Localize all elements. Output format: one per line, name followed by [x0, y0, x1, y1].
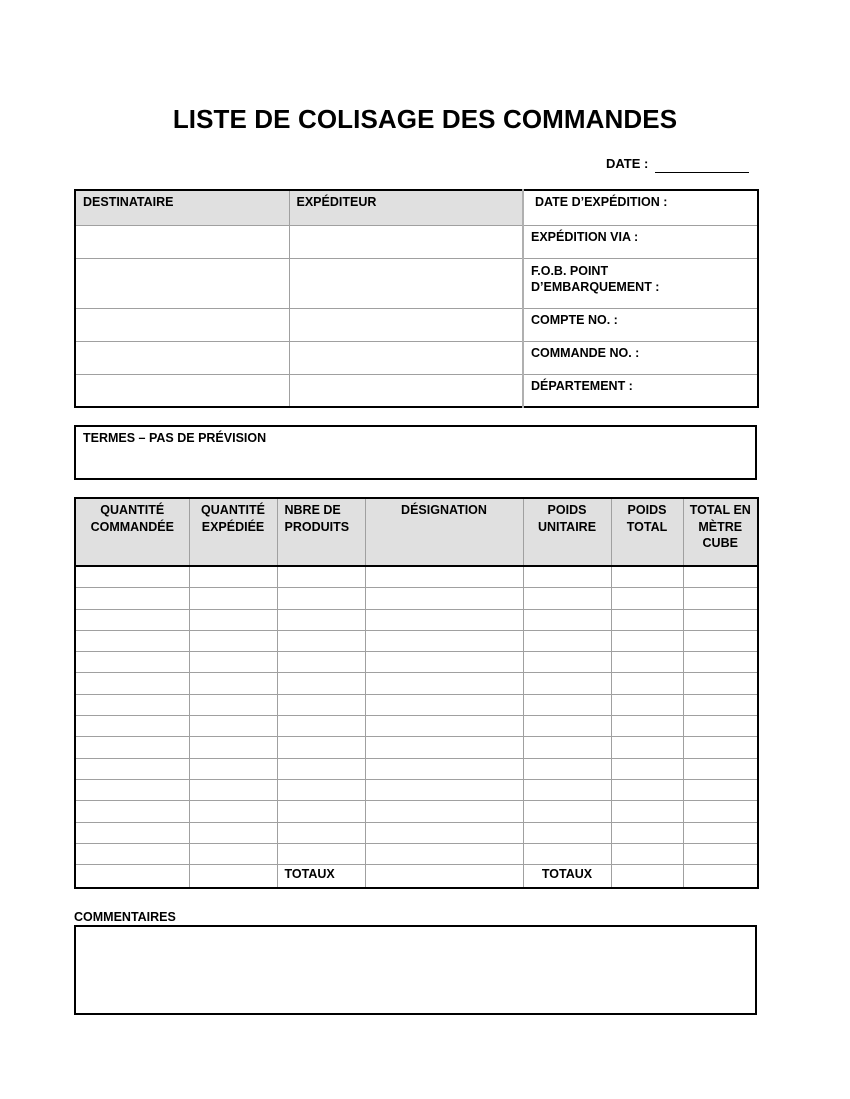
item-cell[interactable]	[189, 737, 277, 758]
item-cell[interactable]	[277, 630, 365, 651]
expediteur-line[interactable]	[289, 374, 523, 407]
item-cell[interactable]	[611, 716, 683, 737]
date-expedition-field[interactable]: DATE D’EXPÉDITION :	[523, 190, 758, 225]
table-row	[75, 843, 758, 864]
item-cell[interactable]	[523, 566, 611, 588]
item-cell[interactable]	[75, 822, 189, 843]
col-header-quantite-expediee: QUANTITÉ EXPÉDIÉE	[189, 498, 277, 566]
table-row	[75, 779, 758, 800]
item-cell[interactable]	[523, 588, 611, 609]
item-cell[interactable]	[611, 694, 683, 715]
item-cell[interactable]	[365, 652, 523, 673]
item-cell[interactable]	[523, 779, 611, 800]
item-cell[interactable]	[189, 673, 277, 694]
col-header-poids-unitaire: POIDS UNITAIRE	[523, 498, 611, 566]
fob-point-field[interactable]: F.O.B. POINT D’EMBARQUEMENT :	[523, 258, 758, 308]
item-cell[interactable]	[683, 758, 758, 779]
item-cell[interactable]	[365, 588, 523, 609]
destinataire-line[interactable]	[75, 308, 289, 341]
item-cell[interactable]	[523, 737, 611, 758]
item-cell[interactable]	[683, 843, 758, 864]
item-cell[interactable]	[75, 566, 189, 588]
item-cell[interactable]	[523, 822, 611, 843]
item-cell[interactable]	[683, 801, 758, 822]
item-cell[interactable]	[523, 630, 611, 651]
totals-label: TOTAUX	[277, 865, 365, 889]
item-cell[interactable]	[365, 779, 523, 800]
departement-field[interactable]: DÉPARTEMENT :	[523, 374, 758, 407]
item-cell[interactable]	[365, 609, 523, 630]
expediteur-line[interactable]	[289, 258, 523, 308]
item-cell[interactable]	[277, 588, 365, 609]
commande-no-field[interactable]: COMMANDE NO. :	[523, 341, 758, 374]
item-cell[interactable]	[611, 758, 683, 779]
date-field[interactable]	[655, 172, 749, 173]
item-cell[interactable]	[75, 609, 189, 630]
shipping-info-table	[74, 189, 759, 408]
terms-box[interactable]	[74, 425, 757, 480]
item-cell[interactable]	[277, 758, 365, 779]
item-cell[interactable]	[523, 694, 611, 715]
item-cell[interactable]	[189, 779, 277, 800]
item-cell[interactable]	[189, 652, 277, 673]
item-cell[interactable]	[611, 566, 683, 588]
table-row	[75, 673, 758, 694]
totals-row	[75, 865, 758, 889]
expediteur-header: EXPÉDITEUR	[289, 190, 523, 225]
item-cell[interactable]	[277, 822, 365, 843]
item-cell[interactable]	[365, 801, 523, 822]
item-cell[interactable]	[277, 566, 365, 588]
date-label: DATE :	[606, 156, 649, 171]
item-cell[interactable]	[75, 716, 189, 737]
item-cell[interactable]	[365, 758, 523, 779]
item-cell[interactable]	[189, 822, 277, 843]
col-header-quantite-commandee: QUANTITÉ COMMANDÉE	[75, 498, 189, 566]
expediteur-line[interactable]	[289, 341, 523, 374]
table-row	[75, 737, 758, 758]
col-header-designation: DÉSIGNATION	[365, 498, 523, 566]
item-cell[interactable]	[611, 588, 683, 609]
destinataire-line[interactable]	[75, 341, 289, 374]
item-cell[interactable]	[75, 737, 189, 758]
table-row	[75, 609, 758, 630]
item-cell[interactable]	[75, 779, 189, 800]
item-cell[interactable]	[365, 716, 523, 737]
item-cell[interactable]	[75, 801, 189, 822]
item-cell[interactable]	[189, 630, 277, 651]
totals-cell[interactable]	[683, 865, 758, 889]
table-row	[75, 630, 758, 651]
item-cell[interactable]	[75, 588, 189, 609]
item-cell[interactable]	[365, 673, 523, 694]
compte-no-field[interactable]: COMPTE NO. :	[523, 308, 758, 341]
item-cell[interactable]	[523, 801, 611, 822]
item-cell[interactable]	[75, 673, 189, 694]
item-cell[interactable]	[277, 652, 365, 673]
terms-label: TERMES – PAS DE PRÉVISION	[83, 431, 267, 445]
item-cell[interactable]	[683, 588, 758, 609]
item-cell[interactable]	[611, 822, 683, 843]
item-cell[interactable]	[523, 609, 611, 630]
table-row	[75, 801, 758, 822]
comments-box[interactable]	[74, 925, 757, 1015]
item-cell[interactable]	[189, 716, 277, 737]
item-cell[interactable]	[189, 843, 277, 864]
item-cell[interactable]	[683, 694, 758, 715]
item-cell[interactable]	[523, 673, 611, 694]
totals-label: TOTAUX	[523, 865, 611, 889]
table-row	[75, 822, 758, 843]
item-cell[interactable]	[523, 652, 611, 673]
item-cell[interactable]	[611, 779, 683, 800]
item-cell[interactable]	[611, 673, 683, 694]
destinataire-line[interactable]	[75, 225, 289, 258]
item-cell[interactable]	[365, 822, 523, 843]
item-cell[interactable]	[523, 758, 611, 779]
item-cell[interactable]	[75, 694, 189, 715]
item-cell[interactable]	[189, 801, 277, 822]
item-cell[interactable]	[611, 630, 683, 651]
item-cell[interactable]	[611, 609, 683, 630]
items-table	[74, 497, 759, 889]
item-cell[interactable]	[683, 822, 758, 843]
totals-cell[interactable]	[611, 865, 683, 889]
totals-cell[interactable]	[189, 865, 277, 889]
col-header-total-metre-cube: TOTAL EN MÈTRE CUBE	[683, 498, 758, 566]
item-cell[interactable]	[683, 652, 758, 673]
item-cell[interactable]	[611, 652, 683, 673]
item-cell[interactable]	[683, 630, 758, 651]
table-row	[75, 758, 758, 779]
item-cell[interactable]	[611, 843, 683, 864]
item-cell[interactable]	[277, 737, 365, 758]
table-row	[75, 694, 758, 715]
comments-label: COMMENTAIRES	[74, 910, 176, 924]
document-title: LISTE DE COLISAGE DES COMMANDES	[172, 104, 678, 134]
item-cell[interactable]	[189, 588, 277, 609]
item-cell[interactable]	[683, 779, 758, 800]
item-cell[interactable]	[523, 716, 611, 737]
item-cell[interactable]	[277, 673, 365, 694]
item-cell[interactable]	[365, 737, 523, 758]
item-cell[interactable]	[189, 694, 277, 715]
item-cell[interactable]	[365, 694, 523, 715]
item-cell[interactable]	[611, 801, 683, 822]
item-cell[interactable]	[75, 652, 189, 673]
table-row	[75, 588, 758, 609]
expedition-via-field[interactable]: EXPÉDITION VIA :	[523, 225, 758, 258]
item-cell[interactable]	[365, 566, 523, 588]
item-cell[interactable]	[683, 737, 758, 758]
totals-cell[interactable]	[365, 865, 523, 889]
item-cell[interactable]	[365, 630, 523, 651]
table-row	[75, 566, 758, 588]
item-cell[interactable]	[277, 609, 365, 630]
item-cell[interactable]	[189, 609, 277, 630]
item-cell[interactable]	[683, 609, 758, 630]
item-cell[interactable]	[683, 673, 758, 694]
item-cell[interactable]	[277, 801, 365, 822]
destinataire-line[interactable]	[75, 374, 289, 407]
item-cell[interactable]	[277, 716, 365, 737]
table-row	[75, 652, 758, 673]
destinataire-header: DESTINATAIRE	[75, 190, 289, 225]
item-cell[interactable]	[683, 566, 758, 588]
destinataire-line[interactable]	[75, 258, 289, 308]
item-cell[interactable]	[75, 843, 189, 864]
item-cell[interactable]	[189, 758, 277, 779]
item-cell[interactable]	[611, 737, 683, 758]
expediteur-line[interactable]	[289, 225, 523, 258]
item-cell[interactable]	[523, 843, 611, 864]
expediteur-line[interactable]	[289, 308, 523, 341]
col-header-poids-total: POIDS TOTAL	[611, 498, 683, 566]
item-cell[interactable]	[75, 758, 189, 779]
item-cell[interactable]	[365, 843, 523, 864]
table-row	[75, 716, 758, 737]
item-cell[interactable]	[277, 694, 365, 715]
col-header-nbre-produits: NBRE DE PRODUITS	[277, 498, 365, 566]
item-cell[interactable]	[683, 716, 758, 737]
item-cell[interactable]	[277, 843, 365, 864]
totals-cell[interactable]	[75, 865, 189, 889]
item-cell[interactable]	[277, 779, 365, 800]
item-cell[interactable]	[75, 630, 189, 651]
item-cell[interactable]	[189, 566, 277, 588]
